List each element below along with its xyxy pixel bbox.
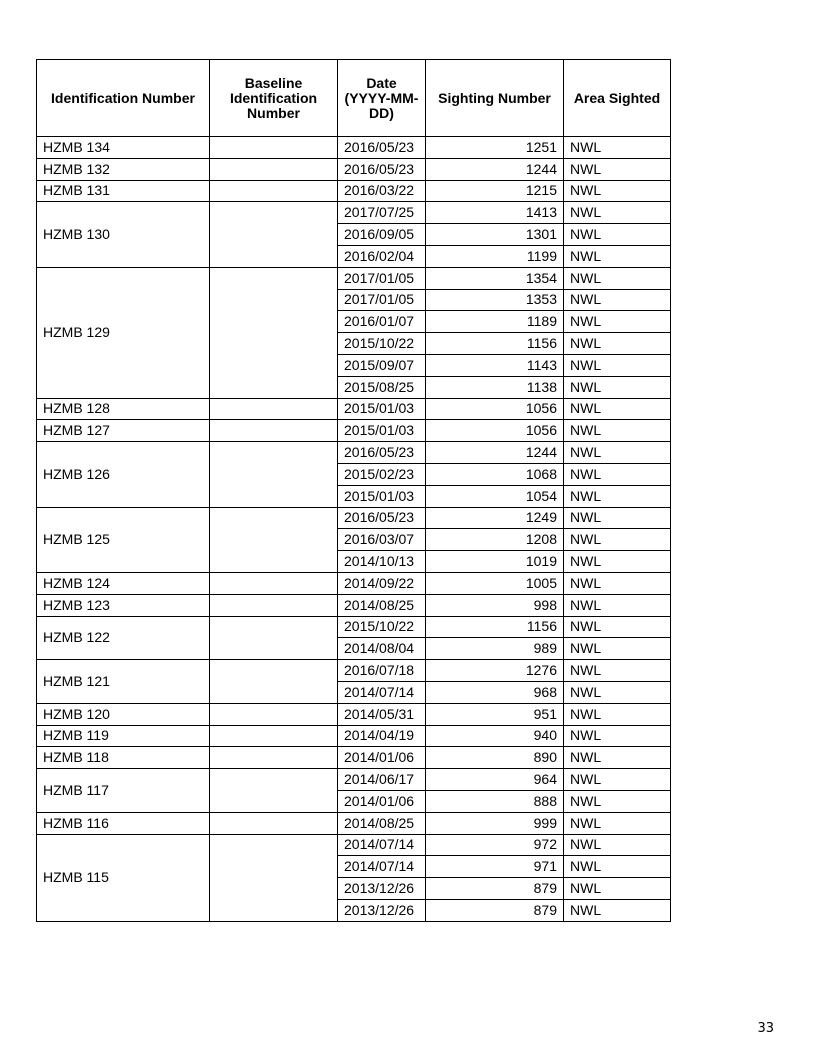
table-row [37, 158, 671, 180]
area-sighted-cell: NWL [564, 551, 671, 573]
header-identification-number: Identification Number [37, 60, 210, 137]
area-sighted-cell: NWL [564, 137, 671, 159]
sighting-number-cell: 1276 [426, 660, 564, 682]
area-sighted-cell: NWL [564, 354, 671, 376]
sighting-number-cell: 964 [426, 769, 564, 791]
sighting-number-cell: 1156 [426, 616, 564, 638]
page-number: 33 [757, 1021, 774, 1036]
date-cell: 2014/01/06 [338, 747, 426, 769]
identification-number-cell: HZMB 134 [37, 137, 210, 159]
identification-number-cell: HZMB 124 [37, 572, 210, 594]
area-sighted-cell: NWL [564, 485, 671, 507]
area-sighted-cell: NWL [564, 224, 671, 246]
table-header [37, 60, 671, 137]
header-row [37, 60, 671, 137]
area-sighted-cell: NWL [564, 202, 671, 224]
identification-number-cell: HZMB 129 [37, 267, 210, 398]
table-row [37, 747, 671, 769]
date-cell: 2016/05/23 [338, 137, 426, 159]
identification-number-cell: HZMB 131 [37, 180, 210, 202]
sighting-number-cell: 1068 [426, 463, 564, 485]
sighting-number-cell: 999 [426, 812, 564, 834]
table-row [37, 703, 671, 725]
sighting-number-cell: 1189 [426, 311, 564, 333]
date-cell: 2016/05/23 [338, 158, 426, 180]
date-cell: 2015/01/03 [338, 398, 426, 420]
identification-number-cell: HZMB 123 [37, 594, 210, 616]
area-sighted-cell: NWL [564, 660, 671, 682]
sighting-number-cell: 1215 [426, 180, 564, 202]
sighting-number-cell: 1244 [426, 158, 564, 180]
area-sighted-cell: NWL [564, 703, 671, 725]
header-area-sighted: Area Sighted [564, 60, 671, 137]
date-cell: 2016/03/07 [338, 529, 426, 551]
date-cell: 2015/09/07 [338, 354, 426, 376]
table-row [37, 769, 671, 791]
sighting-number-cell: 1251 [426, 137, 564, 159]
sighting-number-cell: 890 [426, 747, 564, 769]
date-cell: 2014/08/25 [338, 594, 426, 616]
identification-number-cell: HZMB 127 [37, 420, 210, 442]
area-sighted-cell: NWL [564, 267, 671, 289]
baseline-identification-cell [210, 442, 338, 507]
identification-number-cell: HZMB 121 [37, 660, 210, 704]
date-cell: 2015/01/03 [338, 420, 426, 442]
date-cell: 2016/01/07 [338, 311, 426, 333]
identification-number-cell: HZMB 130 [37, 202, 210, 267]
table-row [37, 594, 671, 616]
date-cell: 2014/06/17 [338, 769, 426, 791]
baseline-identification-cell [210, 594, 338, 616]
area-sighted-cell: NWL [564, 681, 671, 703]
identification-number-cell: HZMB 132 [37, 158, 210, 180]
baseline-identification-cell [210, 834, 338, 921]
sighting-number-cell: 972 [426, 834, 564, 856]
area-sighted-cell: NWL [564, 747, 671, 769]
sighting-number-cell: 989 [426, 638, 564, 660]
sighting-number-cell: 1244 [426, 442, 564, 464]
date-cell: 2016/09/05 [338, 224, 426, 246]
table-row [37, 725, 671, 747]
sighting-number-cell: 1054 [426, 485, 564, 507]
table-row [37, 180, 671, 202]
area-sighted-cell: NWL [564, 572, 671, 594]
baseline-identification-cell [210, 420, 338, 442]
area-sighted-cell: NWL [564, 333, 671, 355]
area-sighted-cell: NWL [564, 463, 671, 485]
baseline-identification-cell [210, 812, 338, 834]
area-sighted-cell: NWL [564, 725, 671, 747]
baseline-identification-cell [210, 267, 338, 398]
table-row [37, 572, 671, 594]
baseline-identification-cell [210, 507, 338, 572]
date-cell: 2013/12/26 [338, 899, 426, 921]
date-cell: 2014/07/14 [338, 834, 426, 856]
date-cell: 2015/02/23 [338, 463, 426, 485]
sighting-number-cell: 968 [426, 681, 564, 703]
baseline-identification-cell [210, 180, 338, 202]
sighting-number-cell: 888 [426, 790, 564, 812]
area-sighted-cell: NWL [564, 638, 671, 660]
baseline-identification-cell [210, 616, 338, 660]
header-date: Date (YYYY-MM-DD) [338, 60, 426, 137]
date-cell: 2015/10/22 [338, 333, 426, 355]
area-sighted-cell: NWL [564, 812, 671, 834]
date-cell: 2017/01/05 [338, 289, 426, 311]
sighting-number-cell: 1249 [426, 507, 564, 529]
table-row [37, 137, 671, 159]
area-sighted-cell: NWL [564, 376, 671, 398]
area-sighted-cell: NWL [564, 289, 671, 311]
date-cell: 2017/01/05 [338, 267, 426, 289]
identification-number-cell: HZMB 126 [37, 442, 210, 507]
date-cell: 2015/08/25 [338, 376, 426, 398]
sighting-number-cell: 1138 [426, 376, 564, 398]
table-row [37, 442, 671, 464]
date-cell: 2014/07/14 [338, 681, 426, 703]
sighting-number-cell: 1005 [426, 572, 564, 594]
area-sighted-cell: NWL [564, 398, 671, 420]
identification-number-cell: HZMB 117 [37, 769, 210, 813]
sighting-number-cell: 1301 [426, 224, 564, 246]
baseline-identification-cell [210, 660, 338, 704]
date-cell: 2016/03/22 [338, 180, 426, 202]
baseline-identification-cell [210, 769, 338, 813]
date-cell: 2014/05/31 [338, 703, 426, 725]
area-sighted-cell: NWL [564, 834, 671, 856]
table-row [37, 267, 671, 289]
date-cell: 2015/01/03 [338, 485, 426, 507]
sighting-number-cell: 940 [426, 725, 564, 747]
sighting-number-cell: 1199 [426, 245, 564, 267]
area-sighted-cell: NWL [564, 245, 671, 267]
date-cell: 2016/05/23 [338, 442, 426, 464]
area-sighted-cell: NWL [564, 529, 671, 551]
table-row [37, 420, 671, 442]
sighting-number-cell: 1353 [426, 289, 564, 311]
date-cell: 2014/10/13 [338, 551, 426, 573]
area-sighted-cell: NWL [564, 878, 671, 900]
table-row [37, 507, 671, 529]
sighting-number-cell: 1056 [426, 398, 564, 420]
date-cell: 2015/10/22 [338, 616, 426, 638]
date-cell: 2017/07/25 [338, 202, 426, 224]
date-cell: 2016/05/23 [338, 507, 426, 529]
baseline-identification-cell [210, 703, 338, 725]
sighting-number-cell: 879 [426, 899, 564, 921]
identification-number-cell: HZMB 128 [37, 398, 210, 420]
date-cell: 2014/09/22 [338, 572, 426, 594]
sighting-number-cell: 1156 [426, 333, 564, 355]
sighting-number-cell: 879 [426, 878, 564, 900]
area-sighted-cell: NWL [564, 616, 671, 638]
date-cell: 2014/04/19 [338, 725, 426, 747]
table-row [37, 398, 671, 420]
identification-number-cell: HZMB 120 [37, 703, 210, 725]
area-sighted-cell: NWL [564, 420, 671, 442]
date-cell: 2016/07/18 [338, 660, 426, 682]
header-baseline-identification-number: Baseline Identification Number [210, 60, 338, 137]
date-cell: 2014/01/06 [338, 790, 426, 812]
identification-number-cell: HZMB 125 [37, 507, 210, 572]
sightings-table [36, 59, 671, 922]
baseline-identification-cell [210, 572, 338, 594]
sighting-number-cell: 951 [426, 703, 564, 725]
sighting-number-cell: 1143 [426, 354, 564, 376]
baseline-identification-cell [210, 747, 338, 769]
identification-number-cell: HZMB 122 [37, 616, 210, 660]
sighting-number-cell: 1413 [426, 202, 564, 224]
baseline-identification-cell [210, 158, 338, 180]
sighting-number-cell: 1056 [426, 420, 564, 442]
sighting-number-cell: 1019 [426, 551, 564, 573]
date-cell: 2014/07/14 [338, 856, 426, 878]
identification-number-cell: HZMB 115 [37, 834, 210, 921]
table-row [37, 660, 671, 682]
area-sighted-cell: NWL [564, 769, 671, 791]
area-sighted-cell: NWL [564, 856, 671, 878]
area-sighted-cell: NWL [564, 311, 671, 333]
identification-number-cell: HZMB 119 [37, 725, 210, 747]
table-row [37, 834, 671, 856]
date-cell: 2016/02/04 [338, 245, 426, 267]
date-cell: 2014/08/04 [338, 638, 426, 660]
baseline-identification-cell [210, 202, 338, 267]
baseline-identification-cell [210, 725, 338, 747]
sighting-number-cell: 1354 [426, 267, 564, 289]
date-cell: 2014/08/25 [338, 812, 426, 834]
area-sighted-cell: NWL [564, 158, 671, 180]
sighting-number-cell: 998 [426, 594, 564, 616]
sighting-number-cell: 971 [426, 856, 564, 878]
table-row [37, 202, 671, 224]
area-sighted-cell: NWL [564, 180, 671, 202]
identification-number-cell: HZMB 116 [37, 812, 210, 834]
sighting-number-cell: 1208 [426, 529, 564, 551]
area-sighted-cell: NWL [564, 899, 671, 921]
date-cell: 2013/12/26 [338, 878, 426, 900]
table-body [37, 137, 671, 922]
baseline-identification-cell [210, 398, 338, 420]
table-row [37, 812, 671, 834]
table-row [37, 616, 671, 638]
area-sighted-cell: NWL [564, 790, 671, 812]
area-sighted-cell: NWL [564, 507, 671, 529]
baseline-identification-cell [210, 137, 338, 159]
identification-number-cell: HZMB 118 [37, 747, 210, 769]
area-sighted-cell: NWL [564, 594, 671, 616]
header-sighting-number: Sighting Number [426, 60, 564, 137]
area-sighted-cell: NWL [564, 442, 671, 464]
